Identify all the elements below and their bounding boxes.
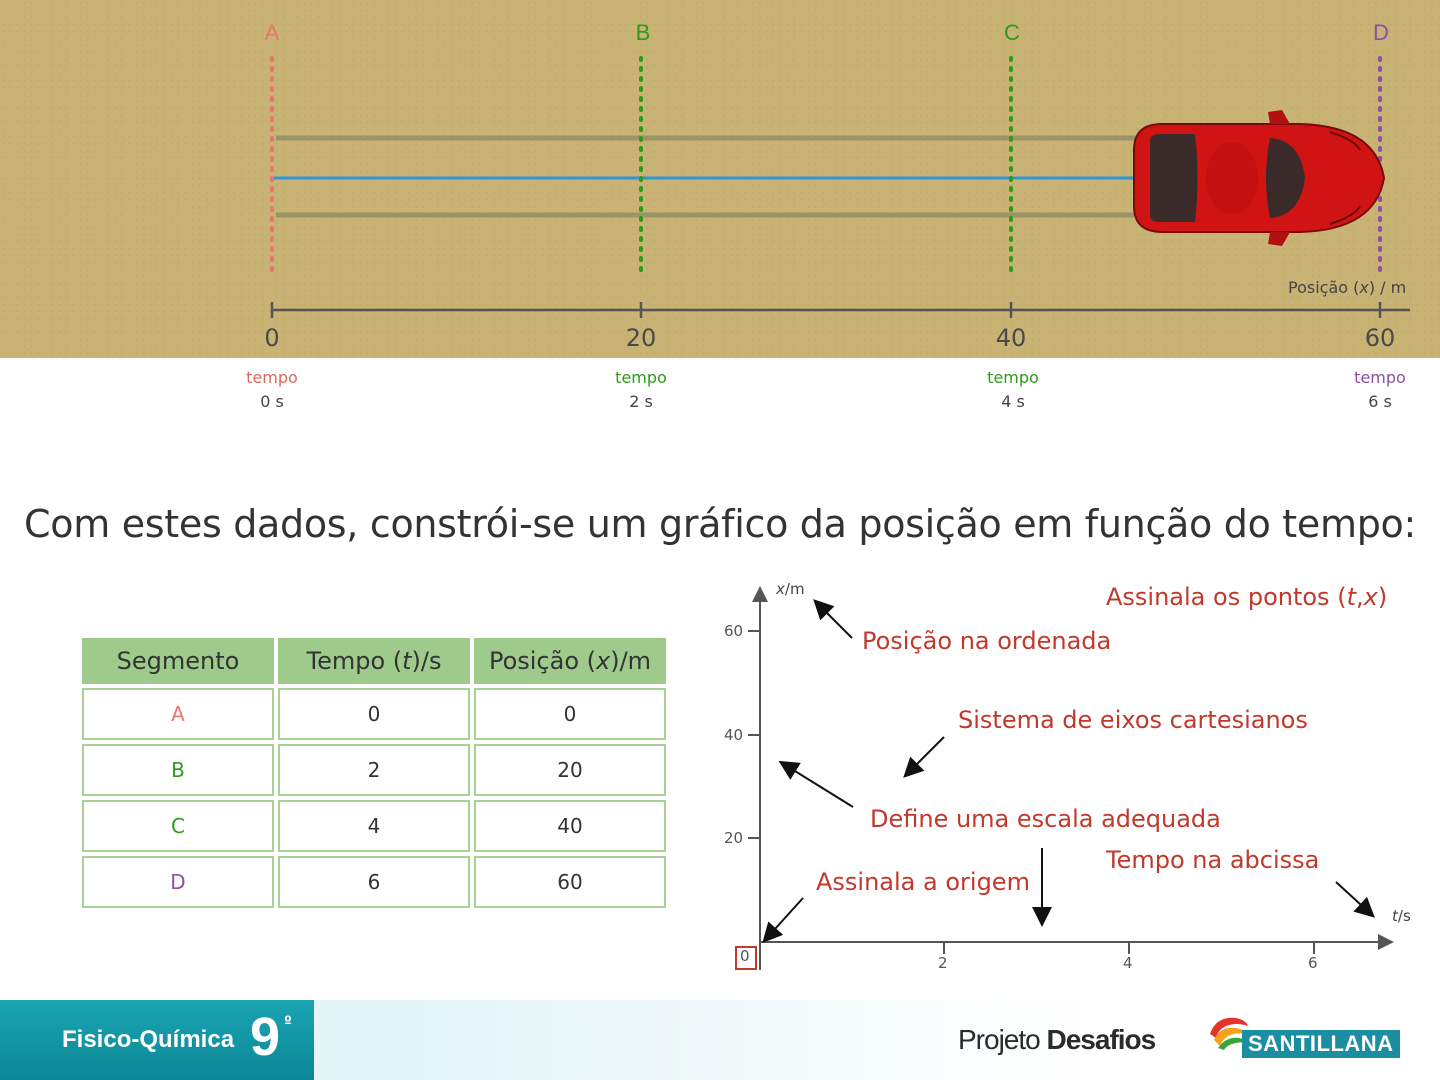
cell-time: 0 — [278, 688, 470, 740]
position-axis-label: Posição (x) / m — [1288, 278, 1407, 297]
annotation-assinala-origem: Assinala a origem — [816, 868, 1030, 896]
project-logo: Projeto Desafios — [958, 1024, 1156, 1055]
annotation-define-escala: Define uma escala adequada — [870, 805, 1221, 833]
cell-position: 0 — [474, 688, 666, 740]
marker-letter-d: D — [1373, 20, 1389, 45]
headline: Com estes dados, constrói-se um gráfico da posição em função do tempo: — [24, 502, 1416, 546]
y-tick-40: 40 — [724, 726, 744, 744]
cell-time: 4 — [278, 800, 470, 852]
cell-segment: D — [82, 856, 274, 908]
subject-label: Fisico-Química — [62, 1026, 235, 1053]
tempo-label-c: tempo 4 s — [987, 368, 1039, 411]
graph-axes — [0, 570, 1440, 1000]
marker-letter-c: C — [1004, 20, 1020, 45]
red-car-icon — [1134, 110, 1384, 246]
annotation-posicao-ordenada: Posição na ordenada — [862, 627, 1112, 655]
marker-letter-b: B — [635, 20, 651, 45]
annotation-assinala-pontos: Assinala os pontos (t,x) — [1106, 583, 1388, 611]
footer-subject-panel — [0, 1000, 314, 1080]
header-segmento: Segmento — [82, 638, 274, 684]
tick-label-40: 40 — [995, 324, 1027, 352]
cell-position: 60 — [474, 856, 666, 908]
x-tick-4: 4 — [1123, 954, 1133, 972]
origin-label: 0 — [740, 947, 750, 965]
tick-label-0: 0 — [264, 324, 280, 352]
header-posicao: Posição (x)/m — [474, 638, 666, 684]
annotation-sistema-eixos: Sistema de eixos cartesianos — [958, 706, 1308, 734]
marker-letter-a: A — [264, 20, 280, 45]
tempo-label-d: tempo 6 s — [1354, 368, 1406, 411]
arrow-origem — [765, 898, 803, 940]
cell-position: 40 — [474, 800, 666, 852]
x-axis-label: t/s — [1392, 907, 1411, 925]
grade-superscript: º — [284, 1014, 292, 1030]
cell-segment: C — [82, 800, 274, 852]
arrow-posicao-ordenada — [816, 602, 852, 638]
grade-number: 9 — [250, 1007, 281, 1067]
arrow-tempo-abcissa — [1336, 882, 1372, 915]
cell-time: 6 — [278, 856, 470, 908]
tick-label-60: 60 — [1364, 324, 1396, 352]
cell-position: 20 — [474, 744, 666, 796]
x-tick-2: 2 — [938, 954, 948, 972]
cell-segment: A — [82, 688, 274, 740]
arrow-escala — [782, 763, 853, 807]
arrow-sistema-eixos — [906, 737, 944, 775]
tempo-label-b: tempo 2 s — [615, 368, 667, 411]
x-tick-6: 6 — [1308, 954, 1318, 972]
y-tick-60: 60 — [724, 622, 744, 640]
cell-segment: B — [82, 744, 274, 796]
header-tempo: Tempo (t)/s — [278, 638, 470, 684]
y-tick-20: 20 — [724, 829, 744, 847]
publisher-logo: SANTILLANA — [1242, 1030, 1400, 1058]
cell-time: 2 — [278, 744, 470, 796]
annotation-tempo-abcissa: Tempo na abcissa — [1106, 846, 1320, 874]
footer-bar — [0, 1000, 1440, 1080]
tick-label-20: 20 — [625, 324, 657, 352]
footer-brand-panel — [320, 1000, 1440, 1080]
track-diagram — [0, 0, 1440, 420]
tempo-label-a: tempo 0 s — [246, 368, 298, 411]
y-axis-label: x/m — [776, 580, 805, 598]
